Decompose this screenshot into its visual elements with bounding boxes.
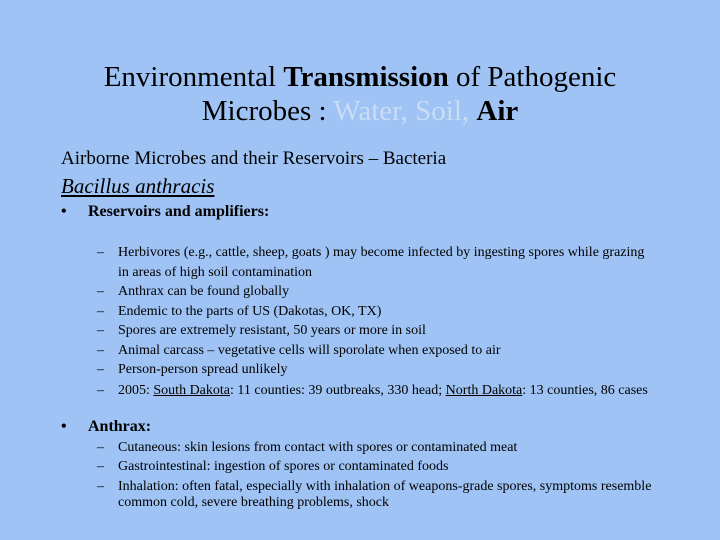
list-item <box>97 457 657 476</box>
organism-heading: Bacillus anthracis <box>61 174 215 198</box>
bullet-label: Reservoirs and amplifiers: <box>88 203 270 220</box>
list-item <box>97 479 657 511</box>
sd-stats-text: : 11 counties: 39 outbreaks, 330 head; <box>230 382 446 398</box>
nd-stats-text: : 13 counties, 86 cases <box>522 382 648 398</box>
bullet-reservoirs <box>61 202 269 222</box>
list-item-text: Person-person spread unlikely <box>118 362 288 377</box>
dash-marker: – <box>97 362 104 377</box>
list-item <box>97 438 657 457</box>
slide-title <box>0 60 720 128</box>
dash-marker: – <box>97 303 104 319</box>
dash-marker: – <box>97 382 104 398</box>
bullet-anthrax <box>61 417 151 437</box>
title-text-4: Microbes : <box>201 95 334 127</box>
title-text-1: Environmental <box>103 61 284 93</box>
dash-marker: – <box>97 459 104 474</box>
title-text-3: of Pathogenic <box>448 61 617 93</box>
list-item-text: Cutaneous: skin lesions from contact with spores or contaminated meat <box>118 440 518 455</box>
list-item-text: Gastrointestinal: ingestion of spores or contaminated foods <box>118 459 449 474</box>
dash-marker: – <box>97 323 104 338</box>
list-item-2005 <box>97 383 657 398</box>
list-item <box>97 321 657 341</box>
north-dakota-link: North Dakota <box>445 382 523 398</box>
title-text-water-soil: Water, Soil, <box>333 95 477 127</box>
slide-subtitle: Airborne Microbes and their Reservoirs – Bacteria <box>61 148 447 169</box>
dash-marker: – <box>97 284 104 299</box>
list-item-text: Inhalation: often fatal, especially with inhalation of weapons-grade spores, symptoms resemble common cold, severe breathing problems, shock <box>118 479 652 510</box>
list-item-text <box>118 383 657 398</box>
dash-marker: – <box>97 479 104 494</box>
south-dakota-link: South Dakota <box>153 382 230 398</box>
dash-marker: – <box>97 245 104 260</box>
list-item <box>97 282 657 302</box>
list-item <box>97 341 657 361</box>
reservoirs-list <box>97 243 657 398</box>
list-item-text: Anthrax can be found globally <box>118 284 290 299</box>
dash-marker: – <box>97 440 104 455</box>
list-item <box>97 360 657 380</box>
bullet-marker: • <box>61 418 67 435</box>
year-text: 2005: <box>118 382 154 398</box>
dash-marker: – <box>97 342 104 358</box>
title-text-air: Air <box>476 95 519 127</box>
list-item <box>97 302 657 322</box>
title-text-transmission: Transmission <box>283 61 449 93</box>
list-item-text: Animal carcass – vegetative cells will sporolate when exposed to air <box>118 342 501 358</box>
list-item-text: Spores are extremely resistant, 50 years or more in soil <box>118 323 426 338</box>
anthrax-list <box>97 438 657 511</box>
bullet-marker: • <box>61 203 67 220</box>
list-item <box>97 243 657 282</box>
list-item-text: Endemic to the parts of US (Dakotas, OK, TX) <box>118 303 382 319</box>
bullet-label: Anthrax: <box>88 418 152 435</box>
list-item-text: Herbivores (e.g., cattle, sheep, goats ) may become infected by ingesting spores while grazing in areas of high soil contamination <box>118 245 645 280</box>
